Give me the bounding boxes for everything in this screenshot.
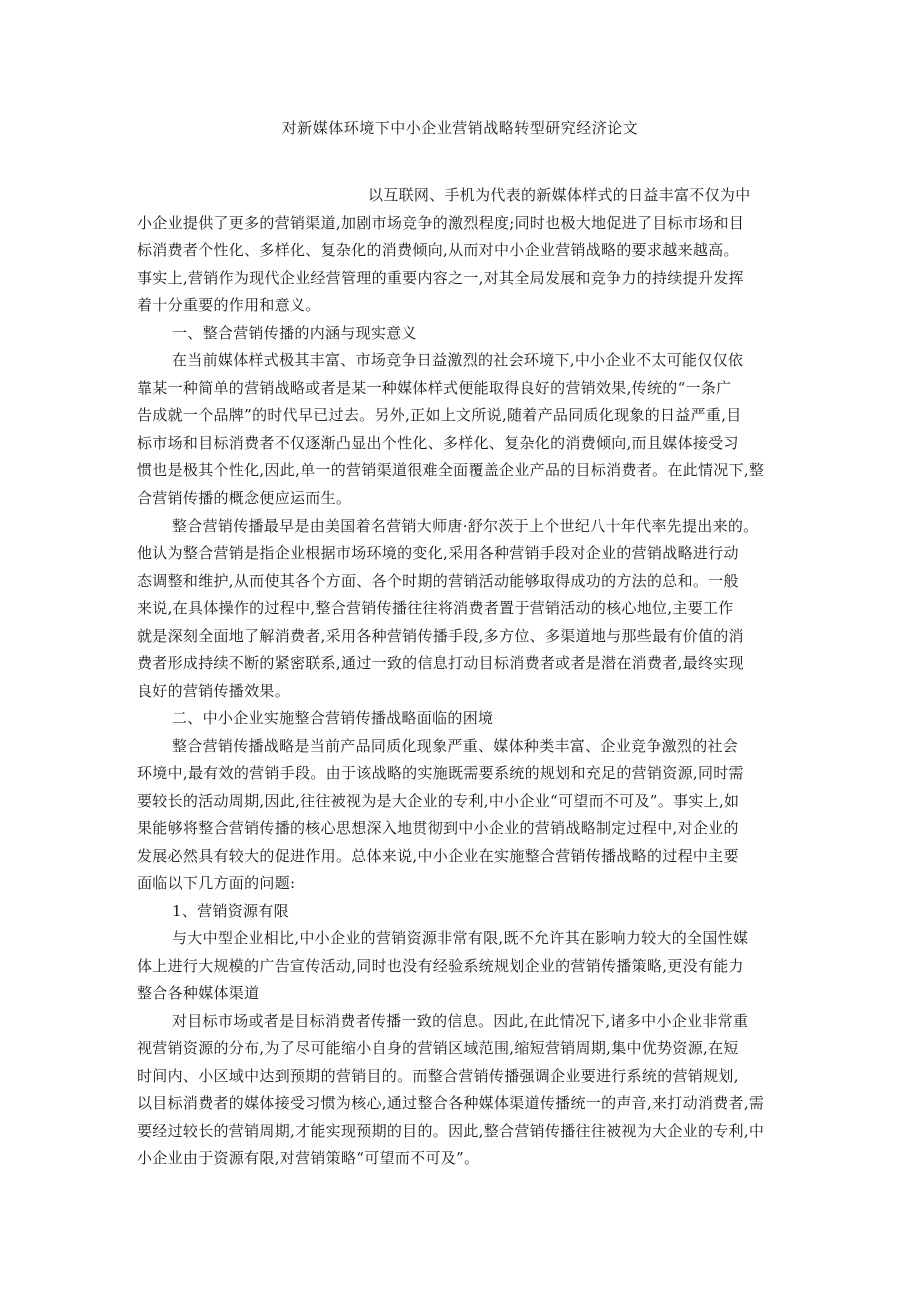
text-line: 事实上,营销作为现代企业经营管理的重要内容之一,对其全局发展和竞争力的持续提升发挥 [137,269,744,287]
text-line: 以互联网、手机为代表的新媒体样式的日益丰富不仅为中 [368,186,751,204]
text-line: 体上进行大规模的广告宣传活动,同时也没有经验系统规划企业的营销传播策略,更没有能力 [137,957,744,975]
text-line: 着十分重要的作用和意义。 [137,296,321,314]
text-line: 整合营销传播战略是当前产品同质化现象严重、媒体种类丰富、企业竞争激烈的社会 [172,737,739,755]
text-line: 以目标消费者的媒体接受习惯为核心,通过整合各种媒体渠道传播统一的声音,来打动消费者,需 [137,1094,765,1112]
text-line: 就是深刻全面地了解消费者,采用各种营销传播手段,多方位、多渠道地与那些最有价值的消 [137,627,744,645]
text-line: 果能够将整合营销传播的核心思想深入地贯彻到中小企业的营销战略制定过程中,对企业的 [137,819,739,837]
text-line: 标市场和目标消费者不仅逐渐凸显出个性化、多样化、复杂化的消费倾向,而且媒体接受习 [137,434,739,452]
text-line: 良好的营销传播效果。 [137,682,291,700]
text-line: 小企业由于资源有限,对营销策略“可望而不可及”。 [137,1149,480,1167]
text-line: 与大中型企业相比,中小企业的营销资源非常有限,既不允许其在影响力较大的全国性媒 [172,929,749,947]
text-line: 面临以下几方面的问题: [137,874,296,892]
document-title: 对新媒体环境下中小企业营销战略转型研究经济论文 [281,119,639,137]
text-line: 在当前媒体样式极其丰富、市场竞争日益激烈的社会环境下,中小企业不太可能仅仅依 [172,351,744,369]
text-line: 要较长的活动周期,因此,往往被视为是大企业的专利,中小企业“可望而不可及”。事实上,如 [137,792,740,810]
text-line: 他认为整合营销是指企业根据市场环境的变化,采用各种营销手段对企业的营销战略进行动 [137,544,739,562]
text-line: 来说,在具体操作的过程中,整合营销传播往往将消费者置于营销活动的核心地位,主要工作 [137,599,734,617]
text-line: 整合各种媒体渠道 [137,984,260,1002]
text-line: 发展必然具有较大的促进作用。总体来说,中小企业在实施整合营销传播战略的过程中主要 [137,847,739,865]
text-line: 态调整和维护,从而使其各个方面、各个时期的营销活动能够取得成功的方法的总和。一般 [137,572,739,590]
text-line: 费者形成持续不断的紧密联系,通过一致的信息打动目标消费者或者是潜在消费者,最终实现 [137,654,744,672]
text-line: 时间内、小区域中达到预期的营销目的。而整合营销传播强调企业要进行系统的营销规划, [137,1067,739,1085]
text-line: 惯也是极其个性化,因此,单一的营销渠道很难全面覆盖企业产品的目标消费者。在此情况下,整 [137,461,765,479]
text-line: 靠某一种简单的营销战略或者是某一种媒体样式便能取得良好的营销效果,传统的“一条广 [137,379,732,397]
section-heading: 二、中小企业实施整合营销传播战略面临的困境 [172,709,494,727]
text-line: 对目标市场或者是目标消费者传播一致的信息。因此,在此情况下,诸多中小企业非常重 [172,1012,749,1030]
subsection-heading: 1、营销资源有限 [172,902,289,920]
section-heading: 一、整合营销传播的内涵与现实意义 [172,324,417,342]
text-line: 告成就一个品牌”的时代早已过去。另外,正如上文所说,随着产品同质化现象的日益严重,目 [137,406,742,424]
text-line: 要经过较长的营销周期,才能实现预期的目的。因此,整合营销传播往往被视为大企业的专利,中 [137,1122,765,1140]
text-line: 环境中,最有效的营销手段。由于该战略的实施既需要系统的规划和充足的营销资源,同时需 [137,764,744,782]
text-line: 合营销传播的概念便应运而生。 [137,489,352,507]
text-line: 小企业提供了更多的营销渠道,加剧市场竞争的激烈程度;同时也极大地促进了目标市场和目 [137,214,745,232]
text-line: 视营销资源的分布,为了尽可能缩小自身的营销区域范围,缩短营销周期,集中优势资源,在短 [137,1039,739,1057]
text-line: 标消费者个性化、多样化、复杂化的消费倾向,从而对中小企业营销战略的要求越来越高。 [137,241,739,259]
text-line: 整合营销传播最早是由美国着名营销大师唐·舒尔茨于上个世纪八十年代率先提出来的。 [172,517,759,535]
